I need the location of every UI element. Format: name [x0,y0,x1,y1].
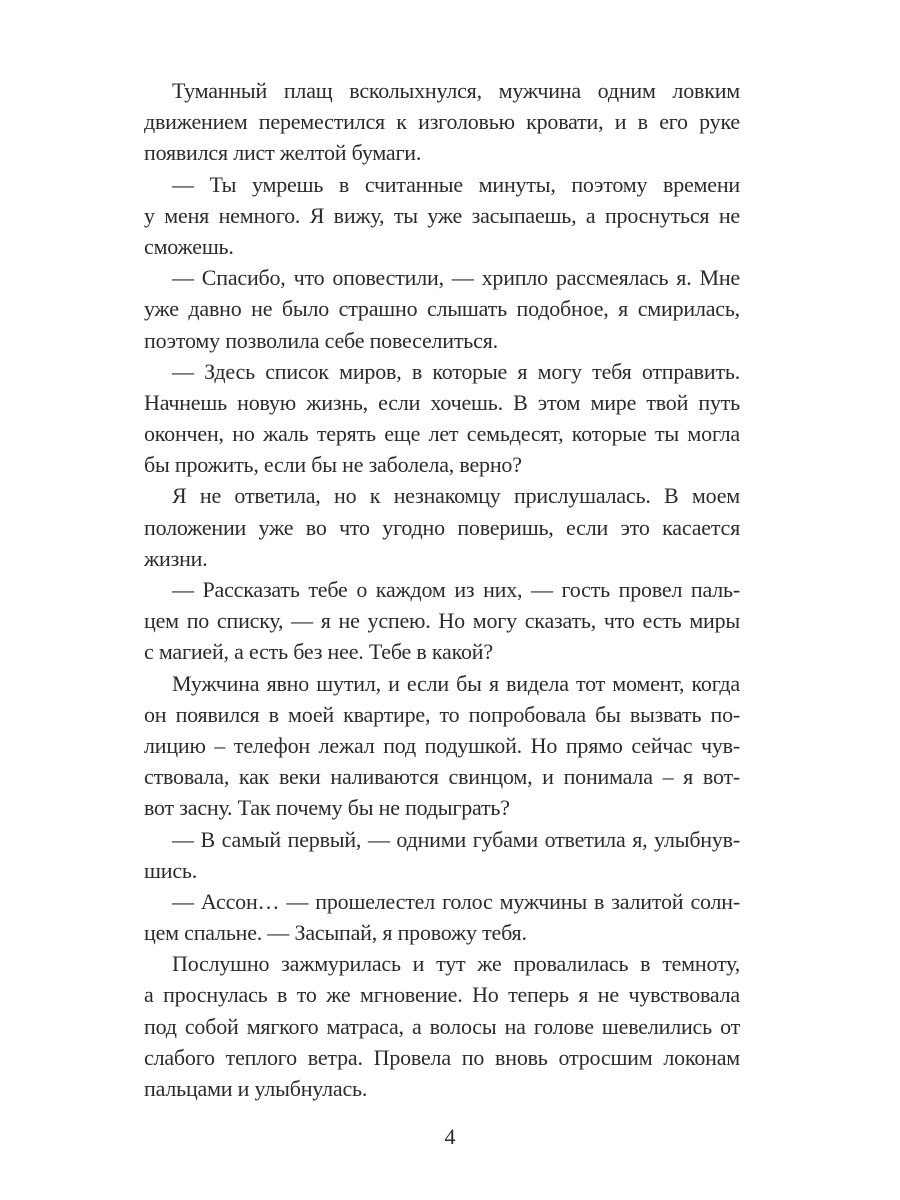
text-line: — Ассон… — прошелестел голос мужчины в залитой солн- [172,888,740,914]
paragraph [144,480,740,574]
text-line: — Рассказать тебе о каждом из них, — гость провел паль- [172,577,740,602]
text-line: Туманный плащ всколыхнулся, мужчина одним ловким [172,78,740,103]
paragraph [144,574,740,668]
body-text [144,75,740,1104]
paragraph [144,169,740,263]
text-line: окончен, но жаль терять еще лет семьдесят, которые ты могла [144,421,740,447]
text-line: пальцами и улыбнулась. [144,1076,368,1101]
text-line: лицию – телефон лежал под подушкой. Но прямо сейчас чув- [144,732,740,758]
paragraph [144,668,740,824]
text-line: он появился в моей квартире, то попробовала бы вызвать по- [144,701,740,727]
text-line: цем спальне. — Засыпай, я провожу тебя. [144,920,527,946]
text-line: бы прожить, если бы не заболела, верно? [144,452,522,478]
text-line: поэтому позволила себе повеселиться. [144,327,498,353]
paragraph [144,948,740,1104]
text-line: вот засну. Так почему бы не подыграть? [144,795,510,821]
text-line: — Здесь список миров, в которые я могу тебя отправить. [172,358,740,384]
text-line: — Ты умрешь в считанные минуты, поэтому времени [172,171,740,197]
text-line: жизни. [144,545,208,571]
paragraph [144,824,740,886]
text-line: появился лист желтой бумаги. [144,140,422,166]
text-line: с магией, а есть без нее. Тебе в какой? [144,639,493,665]
text-line: движением переместился к изголовью кровати, и в его руке [144,109,740,135]
text-line: положении уже во что угодно поверишь, если это касается [144,514,740,540]
text-line: под собой мягкого матраса, а волосы на голове шевелились от [144,1013,740,1039]
text-line: Послушно зажмурилась и тут же провалилась в темноту, [172,951,740,977]
paragraph [144,75,740,169]
page-number: 4 [444,1124,456,1149]
text-line: слабого теплого ветра. Провела по вновь отросшим локонам [144,1044,740,1070]
text-line: Я не ответила, но к незнакомцу прислушалась. В моем [172,483,740,509]
text-line: — В самый первый, — одними губами ответила я, улыбнув- [172,826,740,852]
paragraph [144,262,740,356]
text-line: шись. [144,857,198,883]
text-line: сможешь. [144,233,234,259]
text-line: уже давно не было страшно слышать подобное, я смирилась, [144,296,740,322]
text-line: у меня немного. Я вижу, ты уже засыпаешь, а проснуться не [144,202,740,228]
text-line: Начнешь новую жизнь, если хочешь. В этом мире твой путь [144,389,740,415]
text-line: ствовала, как веки наливаются свинцом, и понимала – я вот- [144,764,740,790]
paragraph [144,356,740,481]
text-line: а проснулась в то же мгновение. Но теперь я не чувствовала [144,982,740,1008]
text-line: Мужчина явно шутил, и если бы я видела тот момент, когда [172,670,740,696]
text-line: цем по списку, — я не успею. Но могу сказать, что есть миры [144,608,740,634]
text-line: — Спасибо, что оповестили, — хрипло рассмеялась я. Мне [172,265,740,291]
paragraph [144,886,740,948]
